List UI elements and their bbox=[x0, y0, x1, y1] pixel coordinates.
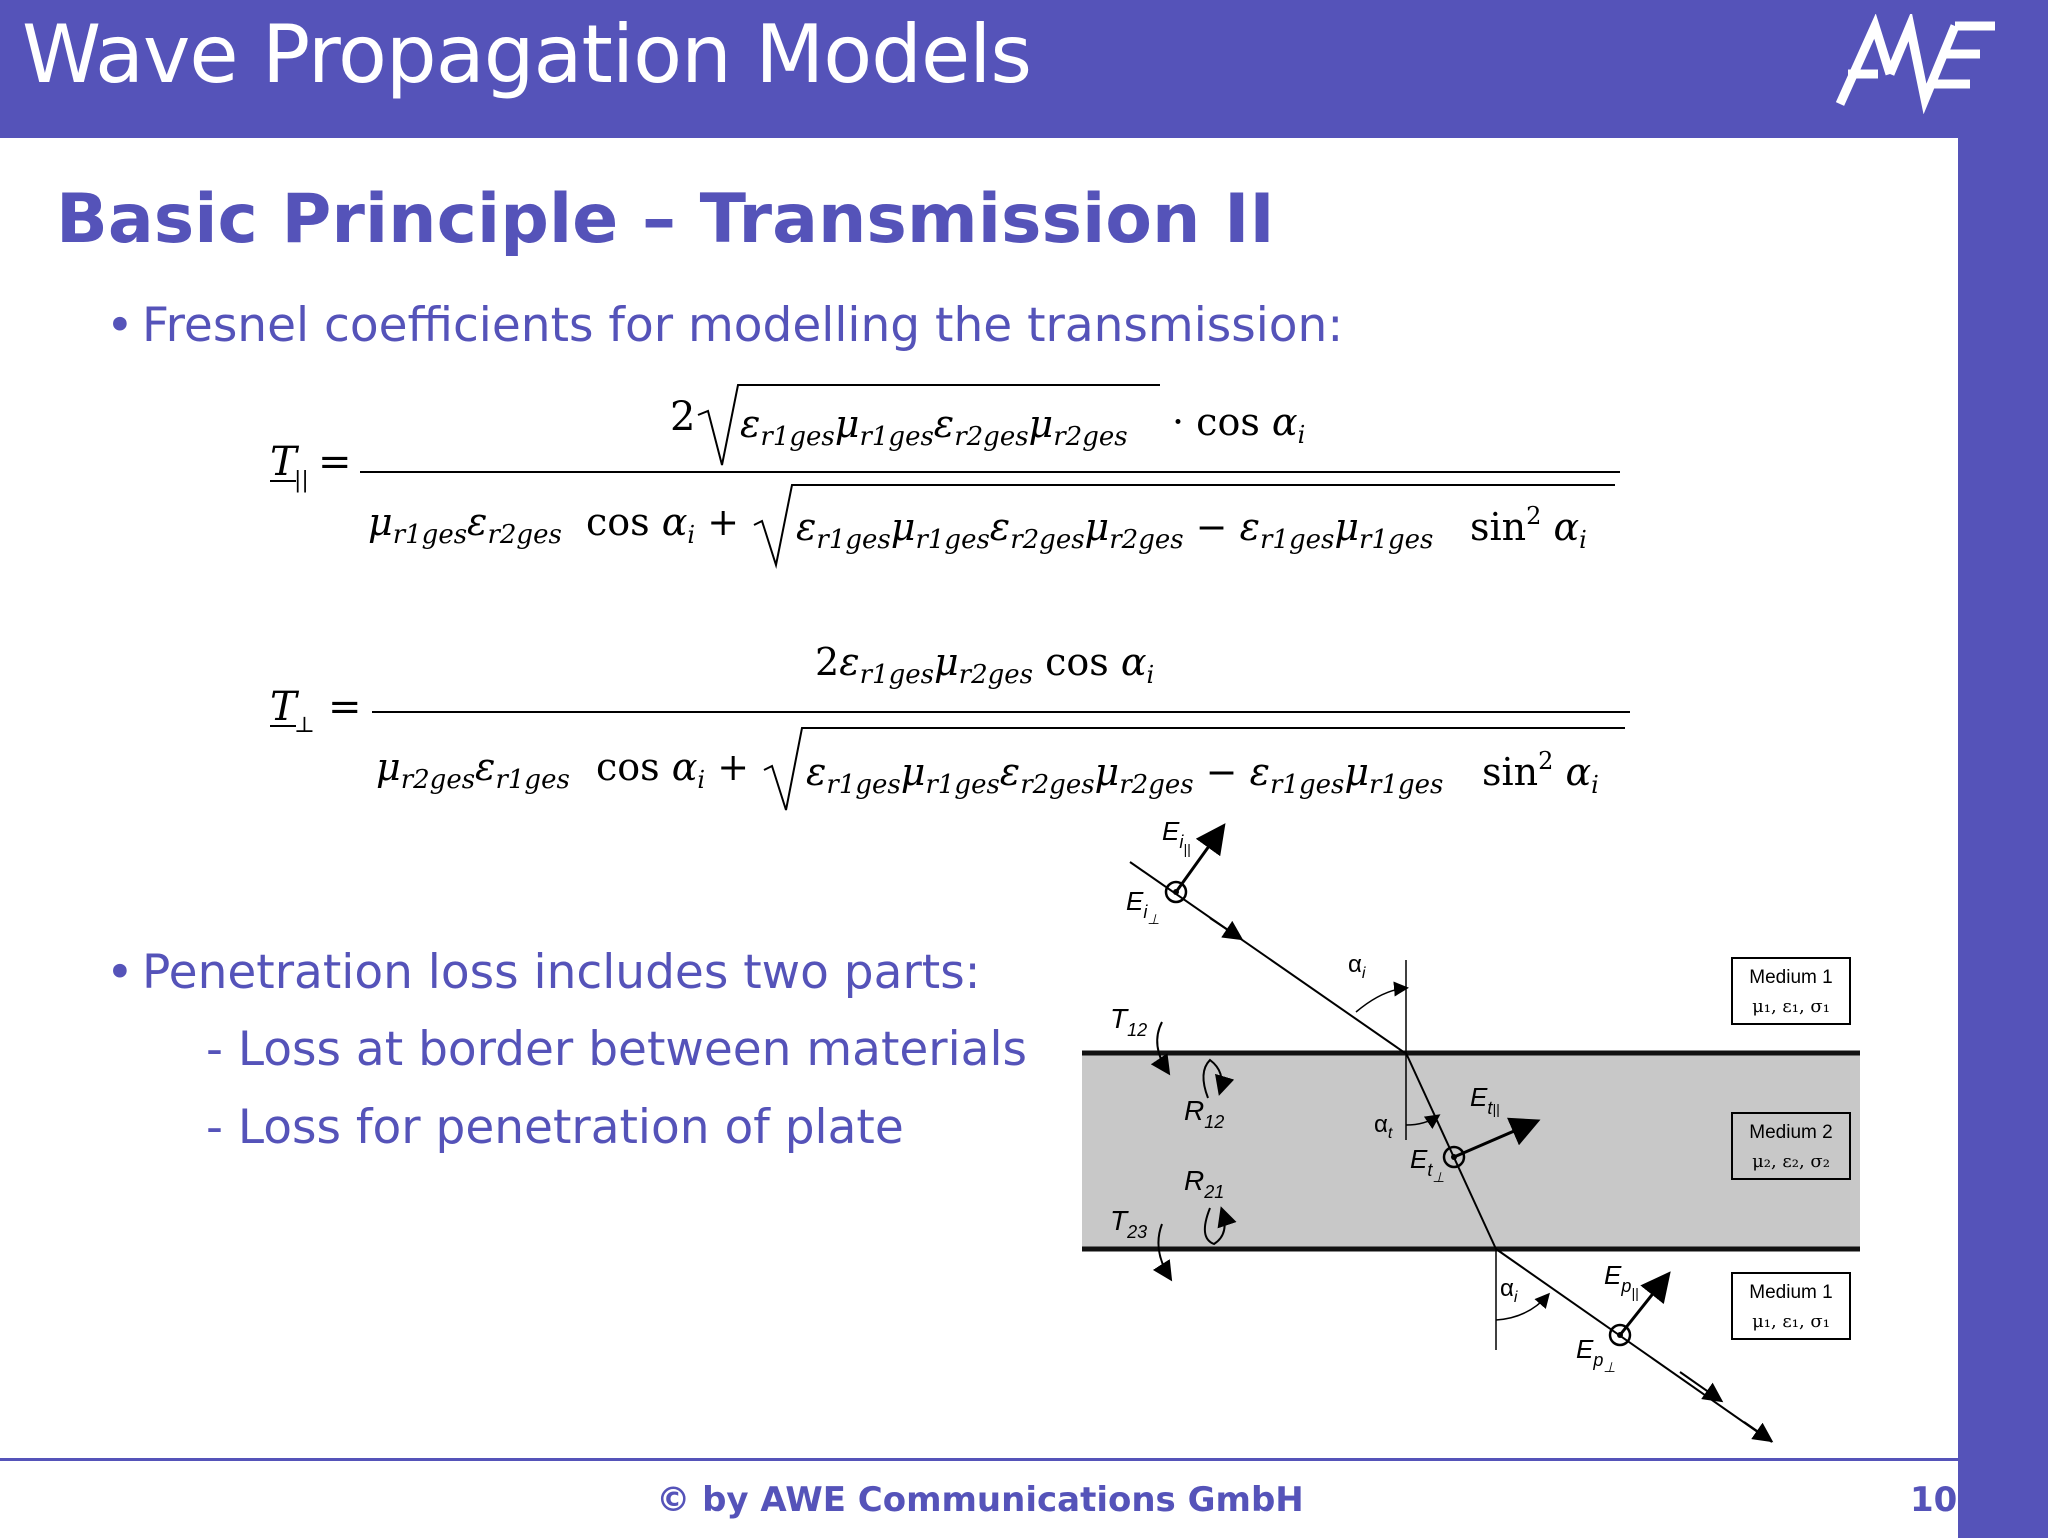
bullet-penetration bbox=[106, 945, 981, 1000]
perp-den-radicand: $\varepsilon_{r1ges}\mu_{r1ges}\varepsilon_{r2ges}\mu_{r2ges} - \varepsilon_{r1ges}\mu_{r1ges}$ bbox=[806, 750, 1444, 800]
transmission-diagram bbox=[1070, 810, 1870, 1450]
medium1-bottom-box bbox=[1732, 1273, 1850, 1339]
label-e-t-parallel: $E_t||$ bbox=[1470, 1082, 1500, 1118]
label-alpha-i-top: $\alpha_i$ bbox=[1348, 951, 1366, 982]
perp-mark: ⊥ bbox=[294, 713, 315, 738]
label-t12: $T_{12}$ bbox=[1110, 1003, 1148, 1040]
den-term1: $\mu_{r1ges}\varepsilon_{r2ges}$ bbox=[368, 500, 562, 550]
medium1-top-box bbox=[1732, 958, 1850, 1024]
exit-ray bbox=[1496, 1249, 1772, 1442]
num-cos: · $\cos \alpha_i$ bbox=[1172, 400, 1306, 449]
formula-t-parallel bbox=[260, 375, 1640, 575]
medium1-top-params: μ₁, ε₁, σ₁ bbox=[1752, 996, 1830, 1017]
sub-item-border-loss: - Loss at border between materials bbox=[206, 1022, 1028, 1077]
perp-den-cos: $\cos \alpha_i$ + bbox=[596, 745, 750, 794]
label-e-i-perp: $E_{i\perp}$ bbox=[1126, 886, 1160, 927]
equals-sign: = bbox=[318, 439, 352, 485]
num-radicand: $\varepsilon_{r1ges}\mu_{r1ges}\varepsilon_{r2ges}\mu_{r2ges}$ bbox=[740, 402, 1128, 452]
num-two: 2 bbox=[670, 394, 696, 440]
bullet-penetration-text: Penetration loss includes two parts: bbox=[142, 945, 981, 1000]
bullet-dot: • bbox=[106, 945, 134, 1000]
bullet-fresnel bbox=[106, 298, 1343, 353]
formula-t-perp bbox=[260, 620, 1650, 820]
label-alpha-i-bottom: $\alpha_i$ bbox=[1500, 1275, 1518, 1306]
equals-sign-2: = bbox=[328, 684, 362, 730]
bullet-fresnel-text: Fresnel coefficients for modelling the transmission: bbox=[142, 298, 1344, 353]
label-e-t-perp: $E_{t\perp}$ bbox=[1410, 1144, 1445, 1185]
header-bar bbox=[0, 0, 2048, 138]
medium1-bottom-params: μ₁, ε₁, σ₁ bbox=[1752, 1311, 1830, 1332]
t-parallel-symbol: T bbox=[270, 439, 297, 485]
medium2-params: μ₂, ε₂, σ₂ bbox=[1752, 1151, 1830, 1172]
awe-logo bbox=[1830, 14, 2000, 114]
medium1-bottom-name: Medium 1 bbox=[1749, 1282, 1833, 1303]
incident-ray bbox=[1130, 862, 1405, 1053]
label-e-p-parallel: $E_{p||}$ bbox=[1604, 1260, 1639, 1301]
den-radicand: $\varepsilon_{r1ges}\mu_{r1ges}\varepsilon_{r2ges}\mu_{r2ges} - \varepsilon_{r1ges}\mu_{r1ges}$ bbox=[796, 505, 1434, 555]
label-t23: $T_{23}$ bbox=[1110, 1205, 1148, 1242]
label-r12: $R_{12}$ bbox=[1184, 1095, 1225, 1132]
parallel-mark: || bbox=[294, 468, 309, 493]
medium2-name: Medium 2 bbox=[1749, 1122, 1833, 1143]
header-title: Wave Propagation Models bbox=[22, 8, 1032, 101]
label-r21: $R_{21}$ bbox=[1184, 1165, 1225, 1202]
t-perp-symbol: T bbox=[270, 684, 297, 730]
perp-den-sin: $\sin^2 \alpha_i$ bbox=[1482, 747, 1599, 799]
page-number: 10 bbox=[1910, 1480, 1958, 1520]
slide-title: Basic Principle – Transmission II bbox=[56, 180, 1275, 259]
bullet-dot: • bbox=[106, 298, 134, 353]
footer-divider bbox=[0, 1458, 1960, 1461]
label-alpha-t: $\alpha_t$ bbox=[1374, 1111, 1393, 1142]
medium1-top-name: Medium 1 bbox=[1749, 967, 1833, 988]
footer-copyright: © by AWE Communications GmbH bbox=[656, 1480, 1304, 1520]
perp-numerator: $2\varepsilon_{r1ges}\mu_{r2ges}$ $\cos \alpha_i$ bbox=[815, 640, 1155, 690]
perp-den-term1: $\mu_{r2ges}\varepsilon_{r1ges}$ bbox=[376, 745, 570, 795]
side-accent-bar bbox=[1958, 138, 2048, 1538]
den-sin: $\sin^2 \alpha_i$ bbox=[1470, 502, 1587, 554]
medium2-box bbox=[1732, 1113, 1850, 1179]
sub-item-plate-loss: - Loss for penetration of plate bbox=[206, 1100, 904, 1155]
label-e-i-parallel: $E_{i||}$ bbox=[1162, 816, 1191, 857]
den-cos: $\cos \alpha_i$ + bbox=[586, 500, 740, 549]
label-e-p-perp: $E_{p\perp}$ bbox=[1576, 1334, 1616, 1375]
